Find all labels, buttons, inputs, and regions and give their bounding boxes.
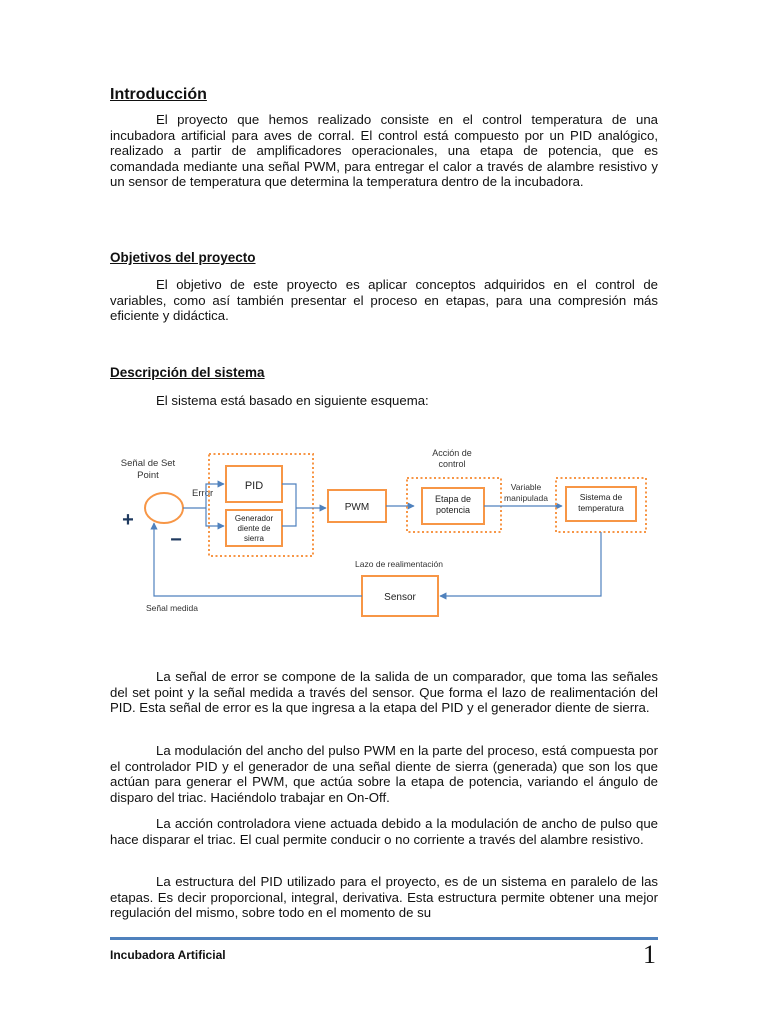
pwm-paragraph: La modulación del ancho del pulso PWM en la parte del proceso, está compuesta por el controlador PID y el generador de una señal diente de sierra (generada) que son los que actúan para generar el PWM, que actúa sobre la etapa de potencia, variando el ángulo de disparo del triac. Haciéndolo trabajar en On-Off.: [110, 743, 658, 805]
action-label-line2: control: [438, 459, 466, 469]
action-label-line1: Acción de: [432, 448, 472, 458]
plus-sign: +: [122, 509, 134, 531]
pid-label: PID: [244, 480, 264, 492]
comparator-circle: [145, 493, 183, 523]
footer-divider: [110, 937, 658, 940]
intro-heading: Introducción: [110, 86, 207, 103]
generator-label-line1: Generador: [234, 514, 274, 523]
setpoint-label-line2: Point: [137, 470, 159, 481]
variable-label-line2: manipulada: [504, 493, 548, 503]
block-diagram: [110, 440, 658, 620]
setpoint-label-line1: Señal de Set: [120, 458, 176, 469]
page-number: 1: [643, 940, 656, 969]
objectives-heading: Objetivos del proyecto: [110, 250, 256, 265]
variable-label-line1: Variable: [510, 482, 542, 492]
generator-label-line2: diente de: [237, 524, 271, 533]
description-intro: El sistema está basado en siguiente esquema:: [156, 393, 429, 408]
pid-structure-paragraph: La estructura del PID utilizado para el proyecto, es de un sistema en paralelo de las etapas. Es decir proporcional, integral, derivativa. Esta estructura permite obtener una mejor regulación del mismo, sobre todo en el momento de su: [110, 874, 658, 921]
minus-sign: −: [170, 529, 182, 551]
measured-signal-label: Señal medida: [146, 603, 198, 613]
pwm-label: PWM: [344, 502, 370, 513]
error-signal-paragraph: La señal de error se compone de la salida de un comparador, que toma las señales del set point y la señal medida a través del sensor. Que forma el lazo de realimentación del PID. Esta señal de error es la que ingresa a la etapa del PID y el generador diente de sierra.: [110, 669, 658, 716]
description-heading: Descripción del sistema: [110, 365, 265, 380]
generator-label-line3: sierra: [243, 534, 265, 543]
power-stage-label-line2: potencia: [435, 505, 471, 515]
control-action-paragraph: La acción controladora viene actuada debido a la modulación de ancho de pulso que hace disparar el triac. El cual permite conducir o no corriente a través del alambre resistivo.: [110, 816, 658, 847]
sensor-label: Sensor: [384, 592, 416, 603]
objectives-paragraph: El objetivo de este proyecto es aplicar conceptos adquiridos en el control de variables, como así también presentar el proceso en etapas, para una compresión más eficiente y didáctica.: [110, 277, 658, 324]
feedback-loop-label: Lazo de realimentación: [355, 559, 443, 569]
intro-paragraph: El proyecto que hemos realizado consiste en el control temperatura de una incubadora artificial para aves de corral. El control está compuesto por un PID analógico, realizado a partir de amplificadores operacionales, una etapa de potencia, que es comandada mediante una señal PWM, para entregar el calor a través de alambre resistivo y un sensor de temperatura que determina la temperatura dentro de la incubadora.: [110, 112, 658, 190]
power-stage-label-line1: Etapa de: [434, 494, 472, 504]
system-label-line1: Sistema de: [579, 492, 623, 502]
error-label: Error: [192, 488, 214, 499]
footer-title: Incubadora Artificial: [110, 948, 226, 962]
system-label-line2: temperatura: [578, 503, 624, 513]
